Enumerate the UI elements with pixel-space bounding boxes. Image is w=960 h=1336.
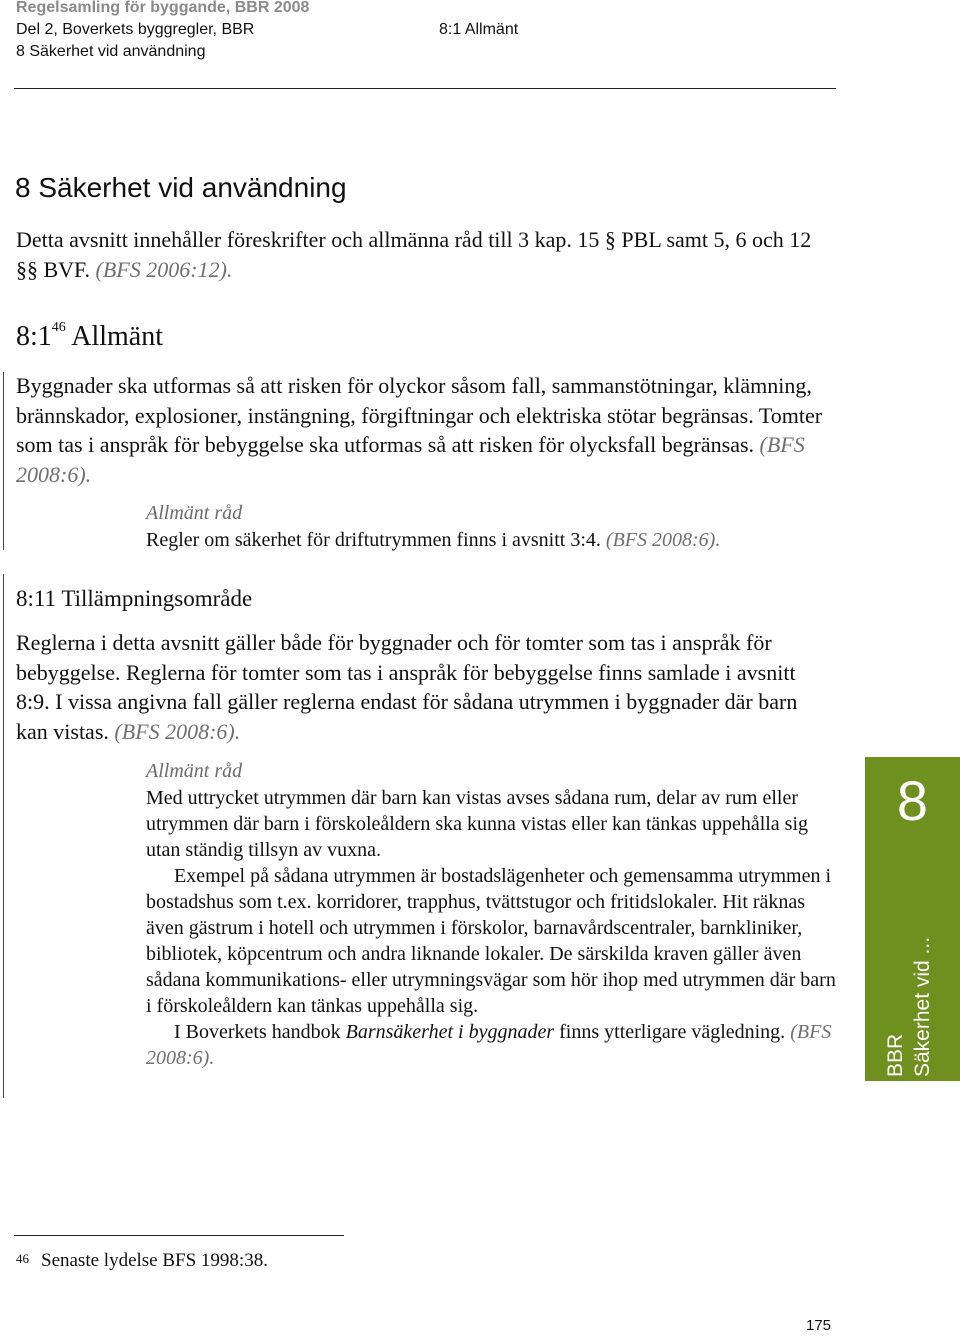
footnote-text: Senaste lydelse BFS 1998:38. [41,1250,268,1271]
general-advice-para2b: Hit räknas även gästrum i hotell och utrymmen i förskolor, barnavårdscentraler, barnkliniker, bibliotek, köpcentrum och andra liknande lokaler. [146,891,806,965]
general-advice-label: Allmänt råd [146,760,243,782]
section-8-11-para3: I vissa angivna fall gäller reglerna endast för sådana utrymmen i byggnader där barn kan vistas. [16,689,798,744]
header-rule [14,88,836,89]
footnote [16,1247,346,1273]
section-title: Allmänt [71,321,164,352]
section-8-11-ref: (BFS 2008:6). [114,718,241,744]
general-advice-para3-pre: I Boverkets handbok [174,1021,341,1043]
header-part-label: Del 2, Boverkets byggregler, BBR [16,21,255,38]
chapter-tab-number: 8 [896,769,929,832]
general-advice-ref: (BFS 2008:6). [605,529,721,551]
footnote-number: 46 [16,1251,29,1266]
section-8-1-ref: (BFS 2008:6). [16,432,805,487]
page-number: 175 [806,1317,832,1334]
chapter-side-tab[interactable] [865,757,960,1081]
header-chapter-label: 8 Säkerhet vid användning [16,43,206,60]
section-8-1-body [16,371,831,489]
footnote-reference[interactable]: 46 [51,320,66,335]
general-advice-para2c: De särskilda kraven gäller även sådana kommunikations- eller utrymningsvägar som hör ihop med utrymmen där barn i förskoleåldern kan tänkas uppehålla sig. [146,943,836,1017]
chapter-heading: 8 Säkerhet vid användning [15,172,347,203]
section-8-1-para1: Byggnader ska utformas så att risken för olyckor såsom fall, sammanstötningar, klämning, brännskador, explosioner, instängning, förgiftningar och elektriska stötar begränsas. [16,373,812,428]
chapter-intro [16,225,816,284]
general-advice-para3-post: finns ytterligare vägledning. [559,1021,786,1043]
section-8-11-para2: Reglerna för tomter som tas i anspråk för bebyggelse finns samlade i avsnitt 8:9. [16,659,796,714]
section-8-11-heading: 8:11 Tillämpningsområde [16,586,253,611]
publication-title: Regelsamling för byggande, BBR 2008 [16,0,310,16]
chapter-tab-line2: Säkerhet vid ... [911,936,934,1077]
general-advice-text: Regler om säkerhet för driftutrymmen finns i avsnitt 3:4. [146,529,601,551]
general-advice-8-11 [146,758,846,1071]
chapter-intro-text: Detta avsnitt innehåller föreskrifter och allmänna råd till 3 kap. 15 § PBL samt 5, 6 och 12 §§ BVF. [16,227,812,282]
section-number: 8:1 [16,321,52,352]
section-8-11-para1: Reglerna i detta avsnitt gäller både för byggnader och för tomter som tas i anspråk för bebyggelse. [16,630,772,685]
general-advice-para1: Med uttrycket utrymmen där barn kan vistas avses sådana rum, delar av rum eller utrymmen där barn i förskoleåldern ska kunna vistas eller kan tänkas uppehålla sig utan ständig tillsyn av vuxna. [146,787,809,861]
general-advice-para3 [146,1019,846,1071]
chapter-intro-ref: (BFS 2006:12). [95,256,233,282]
section-8-11-body [16,628,821,746]
general-advice-para3-ref: (BFS 2008:6). [146,1021,832,1069]
chapter-tab-label [879,867,949,1077]
chapter-tab-line1: BBR [884,1033,907,1077]
general-advice-label: Allmänt råd [146,502,243,524]
header-section-label: 8:1 Allmänt [439,21,519,38]
handbook-title: Barnsäkerhet i byggnader [345,1021,555,1043]
footnote-rule [14,1235,344,1236]
general-advice-8-1 [146,500,826,553]
section-8-1-para2: Tomter som tas i anspråk för bebyggelse ska utformas så att risken för olycksfall begränsas. [16,402,823,457]
section-8-1-heading [16,320,163,359]
general-advice-para2-text: Exempel på sådana utrymmen är bostadslägenheter och gemensamma utrymmen i bostadshus som t.ex. korridorer, trapphus, tvättstugor och fritidslokaler. [146,865,832,913]
general-advice-para2 [146,863,846,1019]
change-bar [3,372,4,550]
change-bar [3,574,4,1098]
